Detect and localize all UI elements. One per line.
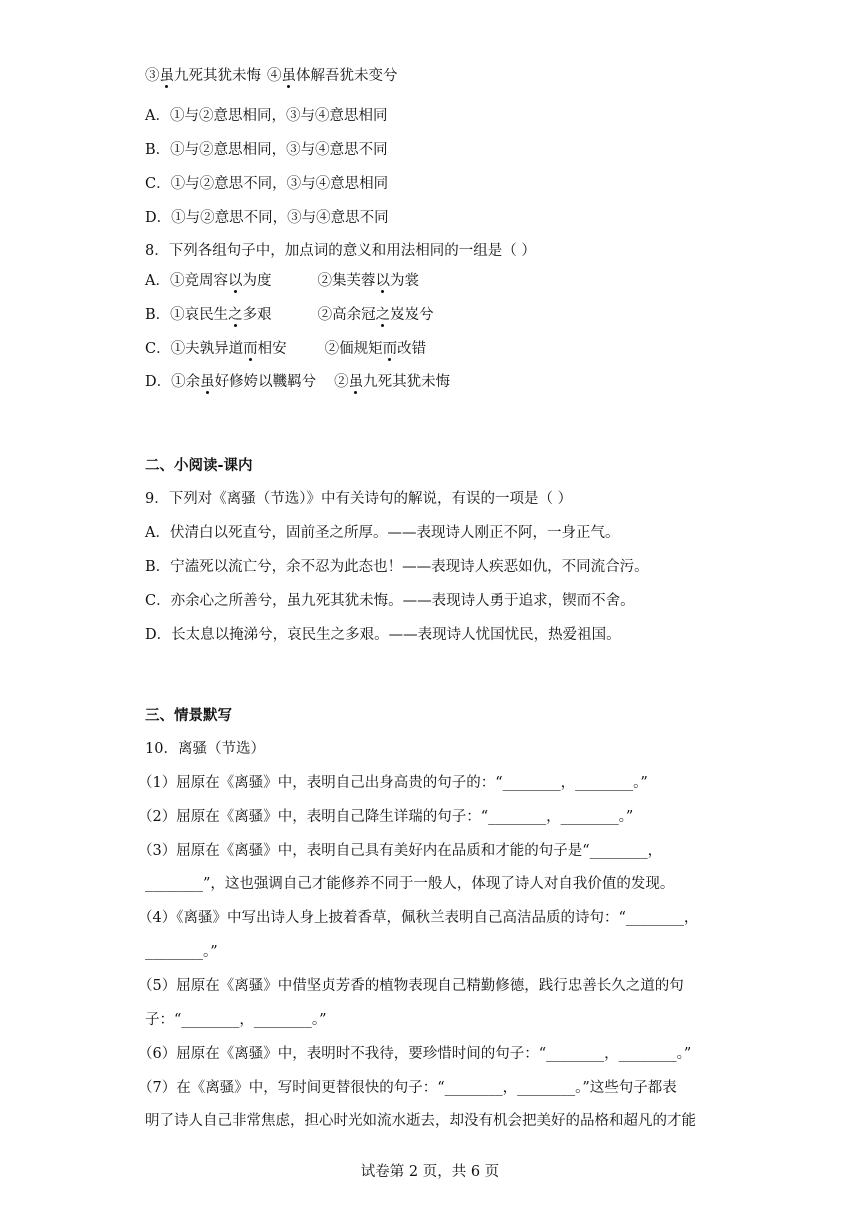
emphasized-word: 虽	[159, 68, 174, 84]
emphasized-word: 虽	[348, 374, 364, 390]
q10-item-2: （2）屈原在《离骚》中，表明自己降生详瑞的句子：“________，________。”	[138, 809, 634, 825]
q8-option-a: A．①竞周容以为度 ②集芙蓉以为裳	[145, 273, 419, 289]
q10-item-3-cont: ________”，这也强调自己才能修养不同于一般人，体现了诗人对自我价值的发现。	[145, 876, 675, 892]
section-3-title: 三、情景默写	[145, 708, 232, 724]
q9-option-c: C．亦余心之所善兮，虽九死其犹未悔。——表现诗人勇于追求，锲而不舍。	[145, 593, 635, 609]
emphasized-word: 而	[382, 341, 398, 357]
q8-option-b: B．①哀民生之多艰 ②高余冠之岌岌兮	[145, 307, 434, 323]
q9-option-b: B．宁溘死以流亡兮，余不忍为此态也！——表现诗人疾恶如仇，不同流合污。	[145, 559, 649, 575]
q7-option-b: B．①与②意思相同，③与④意思不同	[145, 142, 388, 158]
q8-stem: 8．下列各组句子中，加点词的意义和用法相同的一组是（ ）	[145, 243, 536, 259]
q7-option-a: A．①与②意思相同，③与④意思相同	[145, 108, 388, 124]
page-footer: 试卷第 2 页，共 6 页	[360, 1164, 500, 1180]
q10-item-7: （7）在《离骚》中，写时间更替很快的句子：“________，________。”这些句子都表	[138, 1080, 677, 1096]
q7-option-d: D．①与②意思不同，③与④意思不同	[145, 210, 389, 226]
q9-option-d: D．长太息以掩涕兮，哀民生之多艰。——表现诗人忧国忧民，热爱祖国。	[145, 627, 621, 643]
section-2-title: 二、小阅读-课内	[145, 458, 253, 474]
emphasized-word: 之	[375, 307, 391, 323]
q10-item-3: （3）屈原在《离骚》中，表明自己具有美好内在品质和才能的句子是“________，	[138, 843, 663, 859]
emphasized-word: 而	[243, 341, 258, 357]
q10-item-4: （4）《离骚》中写出诗人身上披着香草，佩秋兰表明自己高洁品质的诗句：“________，	[138, 910, 699, 926]
emphasized-word: 虽	[200, 374, 215, 390]
emphasized-word: 虽	[281, 68, 296, 84]
q10-item-5-cont: 子：“________，________。”	[145, 1012, 327, 1028]
q10-item-1: （1）屈原在《离骚》中，表明自己出身高贵的句子的：“________，________。”	[138, 775, 648, 791]
q10-item-5: （5）屈原在《离骚》中借坚贞芳香的植物表现自己精勤修德，践行忠善长久之道的句	[138, 978, 684, 994]
q8-option-c: C．①夫孰异道而相安 ②偭规矩而改错	[145, 341, 427, 357]
emphasized-word: 之	[228, 307, 243, 323]
q7-option-c: C．①与②意思不同，③与④意思相同	[145, 176, 389, 192]
q10-item-4-cont: ________。”	[145, 944, 218, 960]
emphasized-word: 以	[375, 273, 390, 289]
q9-stem: 9．下列对《离骚（节选）》中有关诗句的解说，有误的一项是（ ）	[145, 491, 573, 507]
q9-option-a: A．伏清白以死直兮，固前圣之所厚。——表现诗人刚正不阿，一身正气。	[145, 525, 620, 541]
q10-item-7-cont: 明了诗人自己非常焦虑，担心时光如流水逝去，却没有机会把美好的品格和超凡的才能	[145, 1113, 696, 1129]
q10-item-6: （6）屈原在《离骚》中，表明时不我待，要珍惜时间的句子：“________，________。”	[138, 1046, 692, 1062]
q10-stem: 10．离骚（节选）	[145, 741, 265, 757]
q7-sentences-3-4: ③虽九死其犹未悔 ④虽体解吾犹未变兮	[145, 68, 398, 84]
q8-option-d: D．①余虽好修姱以鞿羁兮 ②虽九死其犹未悔	[145, 374, 451, 390]
emphasized-word: 以	[227, 273, 243, 289]
